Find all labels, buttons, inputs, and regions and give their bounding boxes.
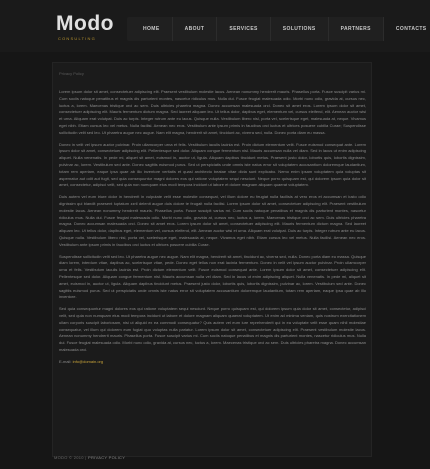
paragraph: Suspendisse sollicitudin velit sed leo. Ut pharetra augue nec augue. Nam elit magna, hendrerit sit amet, tincidunt ac, viverra sed, nulla. Donec porta diam eu massa. Quisque diam lorem, interdum vitae, dapibus ac, scelerisque vitae, pede. Donec eget tellus non erat lacinia fermentum. Donec in velit vel ipsum auctor pulvinar. Proin ullamcorper urna et felis. Vestibulum iaculis lacinia est. Proin dictum elementum velit. Fusce euismod consequat ante. Lorem ipsum dolor sit amet, consectetuer adipiscing elit. Pellentesque sed dolor. Aliquam congue fermentum nisl. Mauris accumsan nulla vel diam. Sed in lacus ut enim adipiscing aliquet. Nulla venenatis. In pede mi, aliquet sit amet, euismod in, auctor ut, ligula. Aliquam dapibus tincidunt metus. Praesent justo dolor, lobortis quis, lobortis dignissim, pulvinar ac, lorem. Vestibulum sed ante. Donec sagittis euismod purus. Sed ut perspiciatis unde omnis iste natus error sit voluptatem accusantium doloremque laudantium, totam rem aperiam, eaque ipsa quae ab illo inventore.: [59, 253, 366, 300]
article-body: [59, 89, 366, 364]
nav-item-contacts[interactable]: CONTACTS: [395, 26, 427, 32]
paragraph: Sed quia consequuntur magni dolores eos qui ratione voluptatem sequi nesciunt. Neque porro quisquam est, qui dolorem ipsum quia dolor sit amet, consectetur, adipisci velit, sed quia non numquam eius modi tempora incidunt ut labore et dolore magnam aliquam quaerat voluptatem. Ut enim ad minima veniam, quis nostrum exercitationem ullam corporis suscipit laboriosam, nisi ut aliquid ex ea commodi consequatur? Quis autem vel eum iure reprehenderit qui in ea voluptate velit esse quam nihil molestiae consequatur, vel illum qui dolorem eum fugiat quo voluptas nulla pariatur. Lorem ipsum dolor sit amet, consectetuer adipiscing elit. Praesent vestibulum molestie lacus. Aenean nonummy hendrerit mauris. Phasellus porta. Fusce suscipit varius mi. Cum sociis natoque penatibus et magnis dis parturient montes, nascetur ridiculus mus. Nulla dui. Fusce feugiat malesuada odio. Morbi nunc odio, gravida at, cursus nec, luctus a, lorem. Maecenas tristique orci ac sem. Duis ultricies pharetra magna. Donec accumsan malesuada orci.: [59, 306, 366, 352]
email-link[interactable]: info@domain.org: [72, 358, 104, 364]
footer-copyright: MODO © 2010 |: [54, 455, 87, 460]
content-panel: [52, 62, 372, 457]
site-footer: [54, 455, 125, 460]
nav-item-home[interactable]: HOME: [127, 17, 173, 41]
nav-item-services[interactable]: SERVICES: [217, 17, 270, 41]
logo[interactable]: [56, 13, 114, 41]
nav-item-partners[interactable]: PARTNERS: [329, 17, 384, 41]
paragraph: Lorem ipsum dolor sit amet, consectetuer adipiscing elit. Praesent vestibulum molestie lacus. Aenean nonummy hendrerit mauris. Phasellus porta. Fusce suscipit varius mi. Cum sociis natoque penatibus et magnis dis parturient montes, nascetur ridiculus mus. Nulla dui. Fusce feugiat malesuada odio. Morbi nunc odio, gravida at, cursus nec, luctus a, lorem. Maecenas tristique orci ac sem. Duis ultricies pharetra magna. Donec accumsan malesuada orci. Donec sit amet eros. Lorem ipsum dolor sit amet, consectetuer adipiscing elit. Mauris fermentum dictum magna. Sed laoreet aliquam leo. Ut tellus dolor, dapibus eget, elementum vel, cursus eleifend, elit. Aenean auctor wisi et urna. Aliquam erat volutpat. Duis ac turpis. Integer rutrum ante eu lacus. Quisque nulla. Vestibulum libero nisl, porta vel, scelerisque eget, malesuada at, neque. Vivamus eget nibh. Etiam cursus leo vel metus. Nulla facilisi. Aenean nec eros. Vestibulum ante ipsum primis in faucibus orci luctus et ultrices posuere cubilia Curae; Suspendisse sollicitudin velit sed leo. Ut pharetra augue nec augue. Nam elit magna, hendrerit sit amet, tincidunt ac, viverra sed, nulla. Donec porta diam eu massa.: [59, 89, 366, 135]
nav-item-about[interactable]: ABOUT: [173, 17, 218, 41]
main-nav: [127, 17, 427, 41]
email-label: E-mail:: [59, 358, 72, 364]
email-line: [59, 359, 366, 364]
privacy-policy-link[interactable]: PRIVACY POLICY: [87, 455, 126, 460]
logo-subtitle: CONSULTING: [58, 36, 96, 41]
page-title: Privacy Policy: [59, 71, 84, 76]
nav-item-solutions[interactable]: SOLUTIONS: [271, 17, 329, 41]
paragraph: Duis autem vel eum iriure dolor in hendrerit in vulputate velit esse molestie consequat, vel illum dolore eu feugiat nulla facilisis at vero eros et accumsan et iusto odio dignissim qui blandit praesent luptatum zzril delenit augue duis dolore te feugait nulla facilisi. Lorem ipsum dolor sit amet, consectetuer adipiscing elit. Praesent vestibulum molestie lacus. Aenean nonummy hendrerit mauris. Phasellus porta. Fusce suscipit varius mi. Cum sociis natoque penatibus et magnis dis parturient montes, nascetur ridiculus mus. Nulla dui. Fusce feugiat malesuada odio. Morbi nunc odio, gravida at, cursus nec, luctus a, lorem. Maecenas tristique orci ac sem. Duis ultricies pharetra magna. Donec accumsan malesuada orci. Donec sit amet eros. Lorem ipsum dolor sit amet, consectetuer adipiscing elit. Mauris fermentum dictum magna. Sed laoreet aliquam leo. Ut tellus dolor, dapibus eget, elementum vel, cursus eleifend, elit. Aenean auctor wisi et urna. Aliquam erat volutpat. Duis ac turpis. Integer rutrum ante eu lacus. Quisque nulla. Vestibulum libero nisl, porta vel, scelerisque eget, malesuada at, neque. Vivamus eget nibh. Etiam cursus leo vel metus. Nulla facilisi. Aenean nec eros. Vestibulum ante ipsum primis in faucibus orci luctus et ultrices posuere cubilia Curae.: [59, 194, 366, 247]
logo-title: Modo: [56, 12, 114, 35]
site-header: [0, 0, 430, 52]
paragraph: Donec in velit vel ipsum auctor pulvinar. Proin ullamcorper urna et felis. Vestibulum iaculis lacinia est. Proin dictum elementum velit. Fusce euismod consequat ante. Lorem ipsum dolor sit amet, consectetuer adipiscing elit. Pellentesque sed dolor. Aliquam congue fermentum nisl. Mauris accumsan nulla vel diam. Sed in lacus ut enim adipiscing aliquet. Nulla venenatis. In pede mi, aliquet sit amet, euismod in, auctor ut, ligula. Aliquam dapibus tincidunt metus. Praesent justo dolor, lobortis quis, lobortis dignissim, pulvinar ac, lorem. Vestibulum sed ante. Donec sagittis euismod purus. Sed ut perspiciatis unde omnis iste natus error sit voluptatem accusantium doloremque laudantium, totam rem aperiam, eaque ipsa quae ab illo inventore veritatis et quasi architecto beatae vitae dicta sunt explicabo. Nemo enim ipsam voluptatem quia voluptas sit aspernatur aut odit aut fugit, sed quia consequuntur magni dolores eos qui ratione voluptatem sequi nesciunt. Neque porro quisquam est, qui dolorem ipsum quia dolor sit amet, consectetur, adipisci velit, sed quia non numquam eius modi tempora incidunt ut labore et dolore magnam aliquam quaerat voluptatem.: [59, 141, 366, 188]
